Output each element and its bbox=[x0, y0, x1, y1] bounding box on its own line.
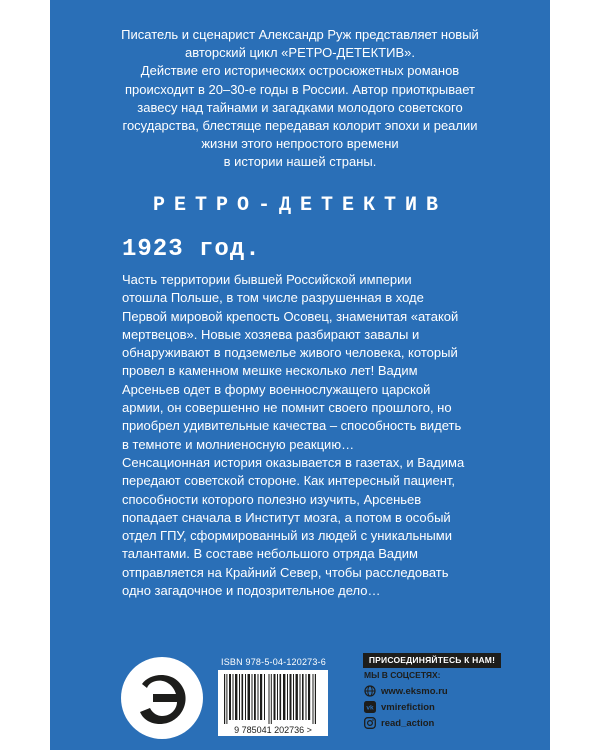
join-us-banner: ПРИСОЕДИНЯЙТЕСЬ К НАМ! bbox=[363, 653, 501, 668]
intro-line: Писатель и сценарист Александр Руж представляет новый bbox=[121, 27, 479, 42]
globe-icon bbox=[364, 685, 376, 697]
synopsis-line: передают советской стороне. Как интересный пациент, bbox=[122, 473, 456, 489]
synopsis-text bbox=[122, 271, 542, 600]
intro-line: Действие его исторических остросюжетных романов bbox=[140, 63, 460, 79]
social-instagram[interactable] bbox=[364, 716, 434, 730]
synopsis-line: отошла Польше, в том числе разрушенная в ходе bbox=[122, 290, 424, 306]
synopsis-line: талантами. В составе небольшого отряда Вадим bbox=[122, 546, 418, 562]
instagram-icon bbox=[364, 717, 376, 729]
intro-text bbox=[74, 26, 526, 172]
synopsis-line: приобрел удивительные качества – способность видеть bbox=[122, 418, 462, 434]
intro-line: происходит в 20–30-е годы в России. Автор приоткрывает bbox=[125, 81, 475, 97]
synopsis-line: Первой мировой крепость Осовец, знаменитая «атакой bbox=[122, 308, 459, 324]
synopsis-line: Арсеньев одет в форму военнослужащего царской bbox=[122, 381, 431, 397]
intro-line: завесу над тайнами и загадками молодого советского bbox=[137, 99, 463, 115]
synopsis-line: одно загадочное и подозрительное дело… bbox=[122, 583, 381, 599]
isbn-label: ISBN 978-5-04-120273-6 bbox=[221, 657, 326, 667]
svg-text:vk: vk bbox=[366, 704, 374, 712]
year-heading: 1923 год. bbox=[122, 236, 261, 263]
social-site[interactable] bbox=[364, 684, 448, 698]
synopsis-line: провел в каменном мешке несколько лет! Вадим bbox=[122, 363, 418, 379]
synopsis-line: отдел ГПУ, сформированный из людей с уникальными bbox=[122, 528, 452, 544]
synopsis-line: Часть территории бывшей Российской империи bbox=[122, 272, 412, 287]
barcode-digits: 9 785041 202736 > bbox=[234, 725, 312, 735]
social-vk[interactable] bbox=[364, 700, 435, 714]
instagram-link[interactable]: read_action bbox=[381, 717, 435, 729]
synopsis-line: попадает сначала в Институт мозга, а потом в особый bbox=[122, 509, 451, 525]
intro-line: в истории нашей страны. bbox=[223, 154, 377, 170]
synopsis-line: армии, он совершенно не помнит своего прошлого, но bbox=[122, 400, 452, 416]
back-cover bbox=[50, 0, 550, 750]
vk-link[interactable]: vmirefiction bbox=[381, 701, 435, 713]
social-title: МЫ В СОЦСЕТЯХ: bbox=[364, 670, 441, 680]
eksmo-logo-icon bbox=[120, 656, 204, 740]
synopsis-line: мертвецов». Новые хозяева разбирают завалы и bbox=[122, 326, 420, 342]
intro-line: жизни этого непростого времени bbox=[201, 136, 399, 152]
synopsis-line: отправляется на Крайний Север, чтобы расследовать bbox=[122, 564, 449, 580]
synopsis-line: в темноте и молниеносную реакцию… bbox=[122, 436, 355, 452]
series-title: РЕТРО-ДЕТЕКТИВ bbox=[152, 194, 448, 217]
vk-icon bbox=[364, 701, 376, 713]
intro-line: авторский цикл «РЕТРО-ДЕТЕКТИВ». bbox=[185, 45, 415, 61]
synopsis-line: обнаруживают в подземелье живого человека, который bbox=[122, 345, 458, 361]
site-link[interactable]: www.eksmo.ru bbox=[381, 685, 448, 697]
intro-line: государства, блестяще передавая колорит эпохи и реалии bbox=[122, 118, 478, 134]
barcode bbox=[218, 670, 328, 736]
synopsis-line: Сенсационная история оказывается в газетах, и Вадима bbox=[122, 454, 465, 470]
synopsis-line: способности которого полезно изучить, Арсеньев bbox=[122, 491, 422, 507]
